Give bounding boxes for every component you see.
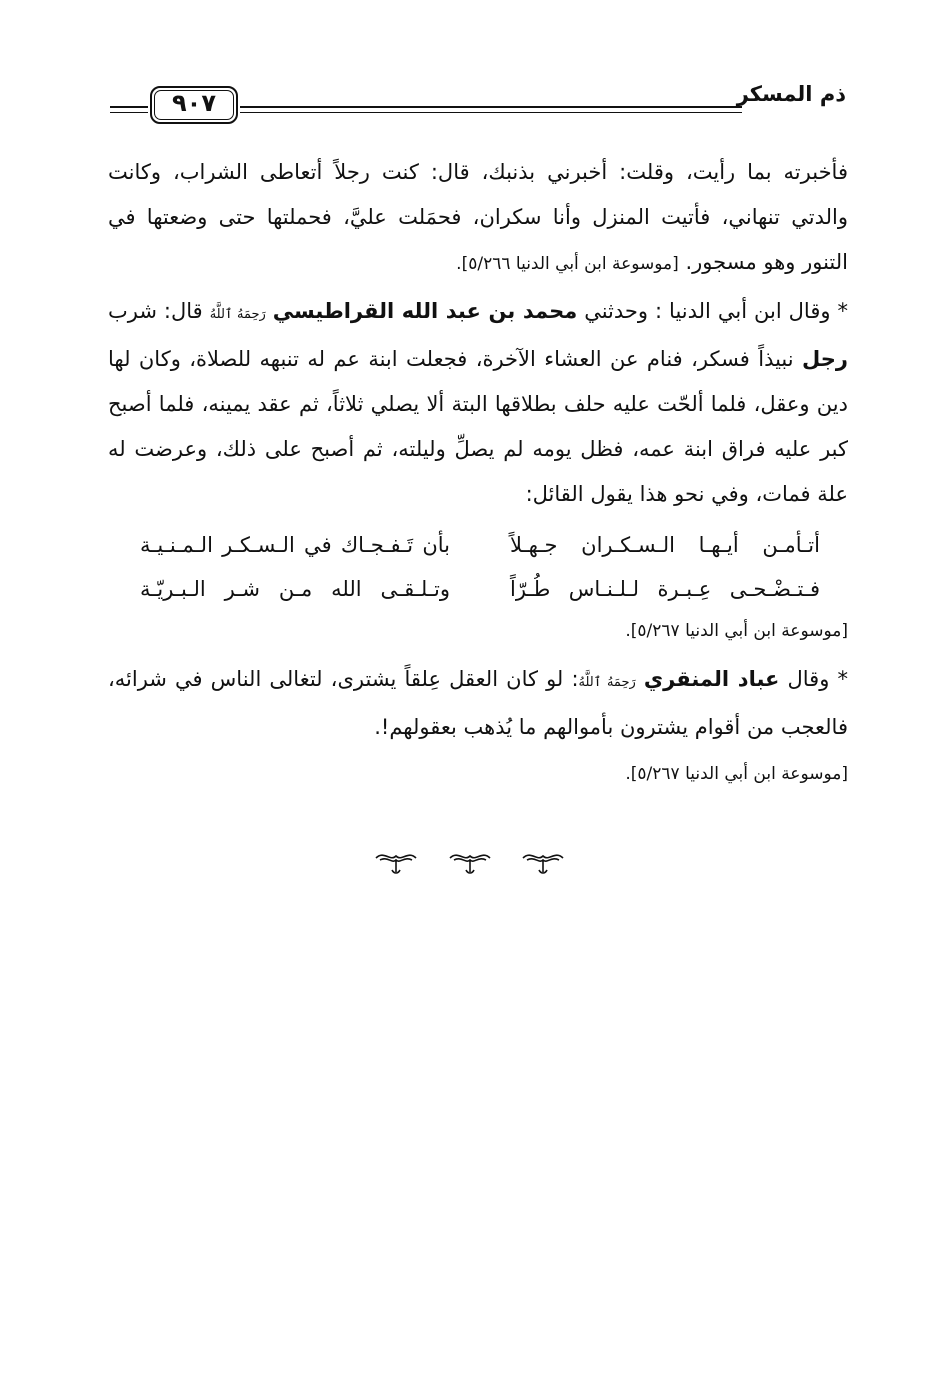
paragraph: [108, 657, 848, 797]
verse-first-hemistich: أتـأمـن أيـهـا الـسـكـران جـهـلاً: [510, 533, 820, 557]
verse-second-hemistich: وتـلـقـى الله مـن شـر الـبـريّـة: [140, 577, 450, 601]
paragraph-text: فأخبرته بما رأيت، وقلت: أخبرني بذنبك، قال: كنت رجلاً أتعاطى الشراب، وكانت والدتي تنهاني، فأتيت المنزل وأنا سكران، فحمَلت عليَّ، فحملتها حتى وضعتها في التنور وهو مسجور.: [108, 160, 848, 274]
paragraph: [108, 289, 848, 517]
header-rule: [240, 106, 742, 108]
page-number: ٩٠٧: [172, 89, 216, 117]
page-number-frame: [150, 86, 238, 124]
narrator-name: محمد بن عبد الله القراطيسي: [272, 299, 578, 323]
ornament-icon: [448, 848, 492, 876]
ornament-icon: [521, 848, 565, 876]
paragraph-text: قال: شرب: [108, 299, 203, 323]
subject-word: رجل: [802, 347, 848, 371]
paragraph: [108, 150, 848, 287]
poem-verse: [108, 523, 848, 567]
narrator-name: عباد المنقري: [643, 667, 780, 691]
citation: [موسوعة ابن أبي الدنيا ٥/٢٦٧].: [625, 764, 848, 784]
verse-first-hemistich: فـتـضْـحـى عِـبـرة لـلـنـاس طُـرّاً: [510, 577, 820, 601]
paragraph-lead: * وقال: [787, 667, 848, 691]
running-header: [110, 72, 846, 128]
poem: [108, 523, 848, 651]
paragraph-lead: * وقال ابن أبي الدنيا : وحدثني: [584, 299, 848, 323]
citation: [موسوعة ابن أبي الدنيا ٥/٢٦٦].: [456, 254, 679, 274]
citation: [موسوعة ابن أبي الدنيا ٥/٢٦٧].: [625, 621, 848, 641]
paragraph-text: : لو كان العقل عِلقاً يشترى، لتغالى الناس في شرائه، فالعجب من أقوام يشترون بأموالهم ما يُذهب بعقولهم!.: [108, 667, 848, 739]
poem-verse: [108, 567, 848, 611]
header-rule: [240, 112, 742, 113]
honorific: رَحِمَهُ ٱللَّهُ: [209, 307, 266, 322]
header-rule: [110, 106, 148, 108]
verse-second-hemistich: بأن تَـفـجـاك في الـسـكـر الـمـنـيـة: [140, 533, 450, 557]
honorific: رَحِمَهُ ٱللَّهُ: [578, 675, 636, 690]
ornament-icon: [374, 848, 418, 876]
header-rule: [110, 112, 148, 113]
chapter-title: ذم المسكر: [736, 82, 846, 106]
page-body: [108, 150, 848, 797]
paragraph-text: نبيذاً فسكر، فنام عن العشاء الآخرة، فجعلت ابنة عم له تنبهه للصلاة، وكان لها دين وعقل، فلما ألحّت عليه حلف بطلاقها البتة ألا يصلي ثلاثاً، ثم عقد يمينه، فلما أصبح كبر عليه فراق ابنة عمه، فظل يومه لم يصلِّ وليلته، ثم أصبح على ذلك، وعرضت له علة فمات، وفي نحو هذا يقول القائل:: [108, 347, 848, 506]
section-divider: [0, 848, 939, 880]
